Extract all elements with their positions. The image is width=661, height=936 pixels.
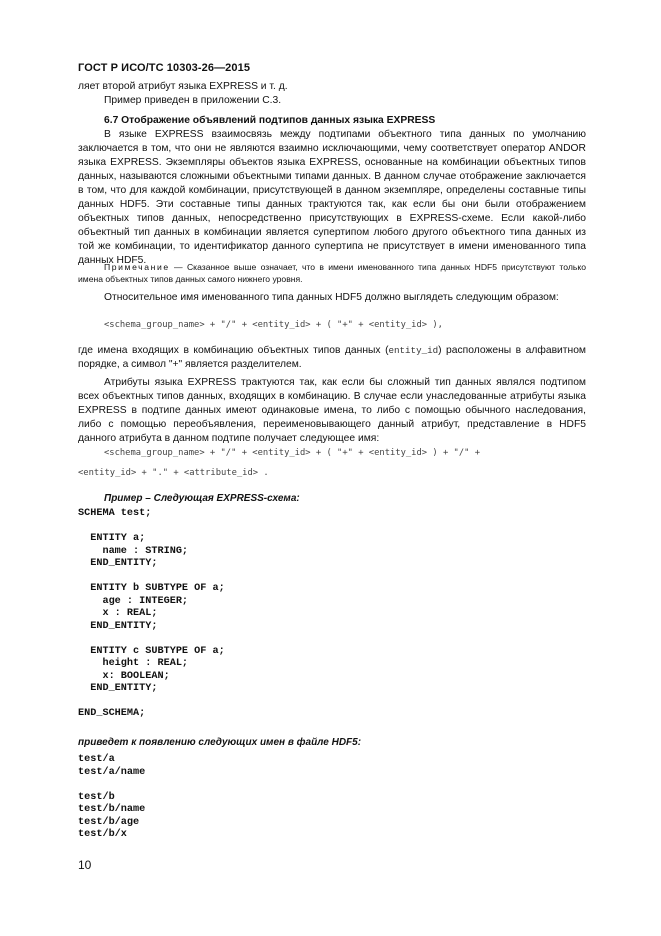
paragraph-1: В языке EXPRESS взаимосвязь между подтипами объектного типа данных по умолчанию заключается в том, что они не являются взаимно исключающими, чему соответствует оператор ANDOR языка EXPRESS. Экземпляры объектов языка EXPRESS, основанные на комбинации объектных типов данных, называются сложными объектными типами данных. В данном случае отображение заключается в том, что для каждой комбинации, присутствующей в данном экземпляре, определены составные типы данных HDF5. Эти составные типы данных трактуются так, как если бы они были отображением объектных типов данных, непосредственно присутствующих в EXPRESS-схеме. Если какой-либо объектный тип данных в комбинации является супертипом любого другого объектного типа данных из той же комбинации, то идентификатор данного супертипа не присутствует в имени именованного типа данных HDF5. xyxy=(78,129,586,266)
paragraph-4: Атрибуты языка EXPRESS трактуются так, как если бы сложный тип данных являлся подтипом всех объектных типов данных, входящих в комбинацию. В случае если унаследованные атрибуты языка EXPRESS в подтипе данных имеют одинаковые имена, то либо с помощью обычного наследования, либо с помощью переобъявления, переименовывающего данный атрибут, представление в HDF5 данного атрибута в данном подтипе получает следующее имя: xyxy=(78,377,586,444)
note-label: Примечание xyxy=(104,262,170,272)
express-schema-code: SCHEMA test; ENTITY a; name : STRING; END_ENTITY; ENTITY b SUBTYPE OF a; age : INTEGER; x : REAL; END_ENTITY; ENTITY c SUBTYPE OF a; height : REAL; x: BOOLEAN; END_ENTITY; END_SCHEMA; xyxy=(78,508,225,719)
note-text: — Сказанное выше означает, что в имени именованного типа данных HDF5 присутствуют только имена объектных типов данных самого нижнего уровня. xyxy=(78,262,586,284)
page-number: 10 xyxy=(78,858,92,872)
paragraph-2: Относительное имя именованного типа данных HDF5 должно выглядеть следующим образом: xyxy=(104,292,559,303)
example-reference: Пример приведен в приложении С.3. xyxy=(104,95,282,106)
entity-id-code: entity_id xyxy=(388,345,439,356)
note xyxy=(78,262,586,285)
example-label: Пример – Следующая EXPRESS-схема: xyxy=(104,493,300,504)
result-label: приведет к появлению следующих имен в файле HDF5: xyxy=(78,737,362,748)
document-header: ГОСТ Р ИСО/ТС 10303-26—2015 xyxy=(78,62,251,74)
section-title: 6.7 Отображение объявлений подтипов данных языка EXPRESS xyxy=(104,115,436,126)
paragraph-3 xyxy=(78,344,586,372)
formula-2-line-1: <schema_group_name> + "/" + <entity_id> + ( "+" + <entity_id> ) + "/" + xyxy=(104,448,481,458)
hdf5-names-code: test/a test/a/name test/b test/b/name test/b/age test/b/x xyxy=(78,754,146,840)
formula-2-line-2: <entity_id> + "." + <attribute_id> . xyxy=(78,468,269,478)
continued-line: ляет второй атрибут языка EXPRESS и т. д. xyxy=(78,81,288,92)
paragraph-3-end: ) расположены в алфавитном порядке, а символ "+" является разделителем. xyxy=(78,345,586,370)
paragraph-3-start: где имена входящих в комбинацию объектных типов данных ( xyxy=(78,345,389,356)
formula-1: <schema_group_name> + "/" + <entity_id> + ( "+" + <entity_id> ), xyxy=(104,320,443,330)
